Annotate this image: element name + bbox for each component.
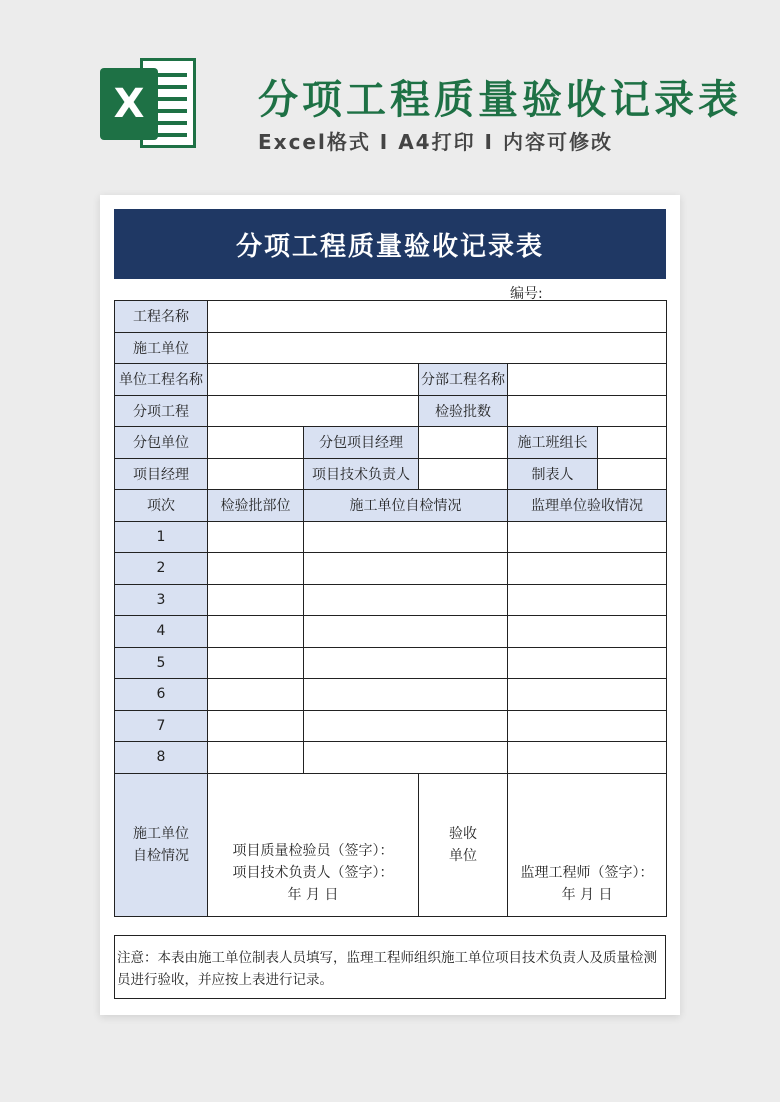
field-subcontract-manager[interactable]	[419, 427, 508, 459]
label-project-manager: 项目经理	[115, 458, 208, 490]
row-number: 2	[115, 553, 208, 585]
cell-supervision[interactable]	[508, 616, 667, 648]
column-header-supervision: 监理单位验收情况	[508, 490, 667, 522]
cell-supervision[interactable]	[508, 553, 667, 585]
row-number: 4	[115, 616, 208, 648]
field-unit-project-name[interactable]	[208, 364, 419, 396]
cell-supervision[interactable]	[508, 521, 667, 553]
cell-batch-location[interactable]	[208, 647, 304, 679]
field-project-name[interactable]	[208, 301, 667, 333]
cell-batch-location[interactable]	[208, 742, 304, 774]
field-team-leader[interactable]	[598, 427, 667, 459]
acceptance-label-line1: 验收	[449, 825, 477, 842]
table-row	[115, 679, 667, 711]
label-project-name: 工程名称	[115, 301, 208, 333]
cell-self-check[interactable]	[304, 616, 508, 648]
table-row	[115, 647, 667, 679]
label-construction-unit: 施工单位	[115, 332, 208, 364]
field-subcontractor[interactable]	[208, 427, 304, 459]
cell-self-check[interactable]	[304, 553, 508, 585]
cell-supervision[interactable]	[508, 647, 667, 679]
row-number: 7	[115, 710, 208, 742]
self-check-label-line1: 施工单位	[133, 825, 189, 842]
column-header-self-check: 施工单位自检情况	[304, 490, 508, 522]
column-header-item: 项次	[115, 490, 208, 522]
table-row	[115, 521, 667, 553]
field-subitem-project[interactable]	[208, 395, 419, 427]
label-team-leader: 施工班组长	[508, 427, 598, 459]
excel-x-badge: X	[100, 68, 158, 140]
row-number: 3	[115, 584, 208, 616]
tech-lead-signature: 项目技术负责人（签字）：	[232, 864, 394, 881]
form-title-banner: 分项工程质量验收记录表	[114, 209, 666, 279]
label-acceptance-unit	[419, 773, 508, 916]
acceptance-signature-area[interactable]	[508, 773, 667, 916]
cell-batch-location[interactable]	[208, 553, 304, 585]
field-tech-lead[interactable]	[419, 458, 508, 490]
form-note: 注意：本表由施工单位制表人员填写，监理工程师组织施工单位项目技术负责人及质量检测员进行验收，并应按上表进行记录。	[114, 935, 666, 999]
excel-logo-icon	[100, 58, 200, 148]
cell-batch-location[interactable]	[208, 584, 304, 616]
cell-batch-location[interactable]	[208, 521, 304, 553]
row-number: 8	[115, 742, 208, 774]
label-subcontractor: 分包单位	[115, 427, 208, 459]
acceptance-date: 年 月 日	[561, 886, 613, 903]
label-self-check-section	[115, 773, 208, 916]
self-check-signature-area[interactable]	[208, 773, 419, 916]
quality-inspector-signature: 项目质量检验员（签字）：	[232, 842, 394, 859]
cell-supervision[interactable]	[508, 584, 667, 616]
table-row	[115, 553, 667, 585]
table-row	[115, 710, 667, 742]
field-inspection-batches[interactable]	[508, 395, 667, 427]
row-number: 6	[115, 679, 208, 711]
header-title: 分项工程质量验收记录表	[258, 77, 742, 123]
label-preparer: 制表人	[508, 458, 598, 490]
table-row	[115, 616, 667, 648]
table-row	[115, 742, 667, 774]
cell-self-check[interactable]	[304, 647, 508, 679]
cell-self-check[interactable]	[304, 521, 508, 553]
row-number: 1	[115, 521, 208, 553]
self-check-date: 年 月 日	[287, 886, 339, 903]
cell-self-check[interactable]	[304, 679, 508, 711]
label-unit-project-name: 单位工程名称	[115, 364, 208, 396]
cell-supervision[interactable]	[508, 679, 667, 711]
cell-batch-location[interactable]	[208, 616, 304, 648]
inspection-form-table	[114, 300, 667, 917]
label-inspection-batches: 检验批数	[419, 395, 508, 427]
supervisor-signature: 监理工程师（签字）：	[520, 864, 654, 881]
row-number: 5	[115, 647, 208, 679]
cell-self-check[interactable]	[304, 742, 508, 774]
self-check-label-line2: 自检情况	[133, 847, 189, 864]
label-division-project-name: 分部工程名称	[419, 364, 508, 396]
label-subcontract-manager: 分包项目经理	[304, 427, 419, 459]
column-header-batch-location: 检验批部位	[208, 490, 304, 522]
field-preparer[interactable]	[598, 458, 667, 490]
label-tech-lead: 项目技术负责人	[304, 458, 419, 490]
label-subitem-project: 分项工程	[115, 395, 208, 427]
cell-batch-location[interactable]	[208, 710, 304, 742]
cell-self-check[interactable]	[304, 584, 508, 616]
header-subtitle: Excel格式 I A4打印 I 内容可修改	[258, 130, 613, 154]
cell-supervision[interactable]	[508, 710, 667, 742]
field-project-manager[interactable]	[208, 458, 304, 490]
field-construction-unit[interactable]	[208, 332, 667, 364]
cell-self-check[interactable]	[304, 710, 508, 742]
cell-supervision[interactable]	[508, 742, 667, 774]
field-division-project-name[interactable]	[508, 364, 667, 396]
form-paper	[100, 195, 680, 1015]
serial-number-label: 编号:	[510, 286, 543, 302]
table-row	[115, 584, 667, 616]
acceptance-label-line2: 单位	[449, 847, 477, 864]
page-header	[0, 0, 780, 175]
cell-batch-location[interactable]	[208, 679, 304, 711]
